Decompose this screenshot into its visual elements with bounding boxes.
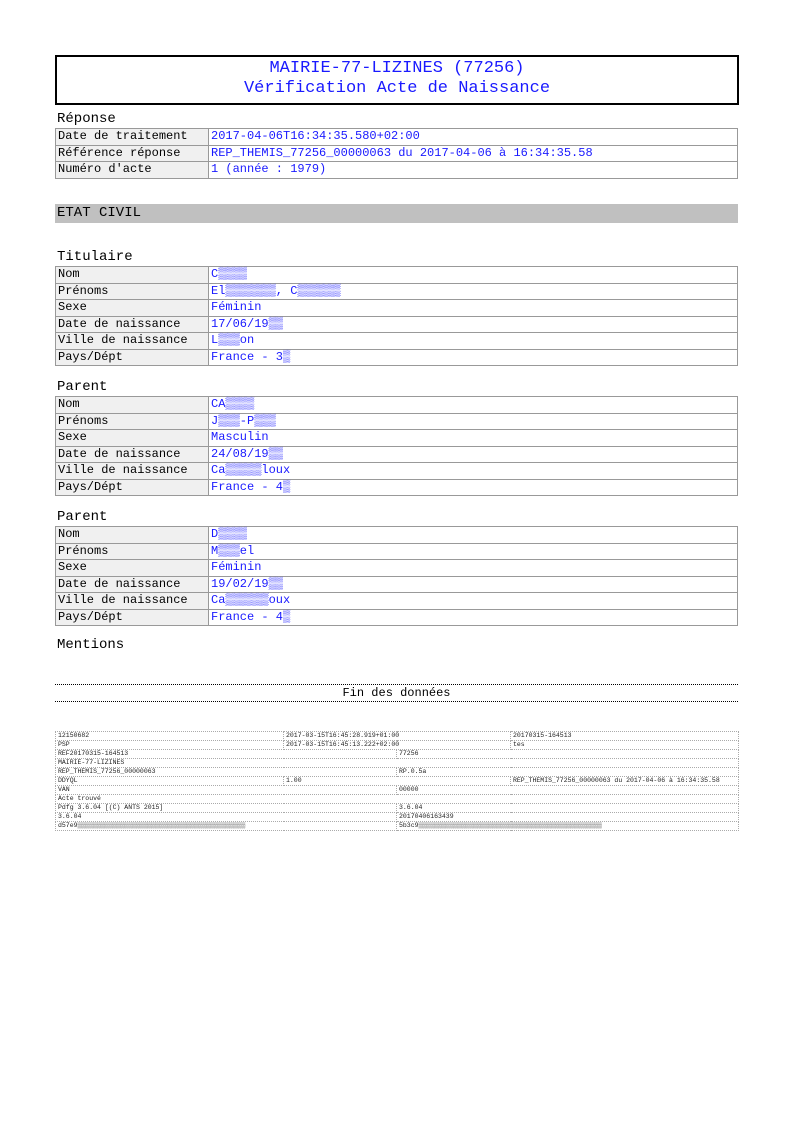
meta-row bbox=[56, 741, 739, 750]
meta-row bbox=[56, 777, 739, 786]
field-label: Date de naissance bbox=[56, 316, 209, 333]
meta-cell: 20170406163439 bbox=[397, 813, 739, 822]
meta-cell: 3.6.04 bbox=[397, 804, 739, 813]
field-label: Ville de naissance bbox=[56, 333, 209, 350]
field-label: Pays/Dépt bbox=[56, 349, 209, 366]
parent2-table bbox=[55, 526, 738, 626]
table-row bbox=[56, 609, 738, 626]
field-label: Sexe bbox=[56, 300, 209, 317]
field-value: CA▒▒▒▒ bbox=[209, 397, 738, 414]
section-titulaire-title: Titulaire bbox=[57, 249, 133, 265]
titulaire-table bbox=[55, 266, 738, 366]
meta-cell: tes bbox=[511, 741, 739, 750]
field-value: France - 4▒ bbox=[209, 609, 738, 626]
meta-row bbox=[56, 732, 739, 741]
table-row bbox=[56, 560, 738, 577]
field-label: Nom bbox=[56, 267, 209, 284]
meta-cell: d57e9▒▒▒▒▒▒▒▒▒▒▒▒▒▒▒▒▒▒▒▒▒▒▒▒▒▒▒▒▒▒▒▒▒▒▒▒▒▒▒▒▒▒▒ bbox=[56, 822, 397, 831]
field-label: Prénoms bbox=[56, 413, 209, 430]
end-of-data: Fin des données bbox=[55, 684, 738, 702]
meta-row bbox=[56, 822, 739, 831]
section-parent1-title: Parent bbox=[57, 379, 108, 395]
field-value: J▒▒▒-P▒▒▒ bbox=[209, 413, 738, 430]
field-label: Nom bbox=[56, 527, 209, 544]
table-row bbox=[56, 446, 738, 463]
meta-row bbox=[56, 750, 739, 759]
section-parent2-title: Parent bbox=[57, 509, 108, 525]
table-row bbox=[56, 576, 738, 593]
field-value: Masculin bbox=[209, 430, 738, 447]
field-value: Féminin bbox=[209, 300, 738, 317]
table-row bbox=[56, 593, 738, 610]
meta-cell: 2017-03-15T16:45:13.222+02:00 bbox=[284, 741, 511, 750]
meta-cell: 12150682 bbox=[56, 732, 284, 741]
field-label: Prénoms bbox=[56, 283, 209, 300]
field-value: 19/02/19▒▒ bbox=[209, 576, 738, 593]
field-value: El▒▒▒▒▒▒▒, C▒▒▒▒▒▒ bbox=[209, 283, 738, 300]
field-value: 17/06/19▒▒ bbox=[209, 316, 738, 333]
table-row bbox=[56, 162, 738, 179]
field-value: 1 (année : 1979) bbox=[209, 162, 738, 179]
meta-cell: VAN bbox=[56, 786, 397, 795]
field-value: L▒▒▒on bbox=[209, 333, 738, 350]
meta-cell: REP_THEMIS_77256_00000063 bbox=[56, 768, 397, 777]
field-value: Ca▒▒▒▒▒▒oux bbox=[209, 593, 738, 610]
table-row bbox=[56, 543, 738, 560]
meta-cell: 2017-03-15T16:45:28.919+01:00 bbox=[284, 732, 511, 741]
field-value: Ca▒▒▒▒▒loux bbox=[209, 463, 738, 480]
table-row bbox=[56, 527, 738, 544]
field-label: Nom bbox=[56, 397, 209, 414]
reponse-table bbox=[55, 128, 738, 179]
table-row bbox=[56, 129, 738, 146]
etat-civil-band: ETAT CIVIL bbox=[55, 204, 738, 223]
parent1-table bbox=[55, 396, 738, 496]
meta-row bbox=[56, 759, 739, 768]
field-label: Numéro d'acte bbox=[56, 162, 209, 179]
field-label: Ville de naissance bbox=[56, 463, 209, 480]
table-row bbox=[56, 397, 738, 414]
metadata-table bbox=[55, 731, 739, 831]
title-line-2: Vérification Acte de Naissance bbox=[243, 79, 551, 98]
meta-cell: REP_THEMIS_77256_00000063 du 2017-04-06 à 16:34:35.58 bbox=[511, 777, 739, 786]
field-label: Pays/Dépt bbox=[56, 479, 209, 496]
meta-row bbox=[56, 813, 739, 822]
field-value: 2017-04-06T16:34:35.580+02:00 bbox=[209, 129, 738, 146]
field-label: Sexe bbox=[56, 560, 209, 577]
table-row bbox=[56, 145, 738, 162]
field-value: M▒▒▒el bbox=[209, 543, 738, 560]
meta-cell: 00000 bbox=[397, 786, 739, 795]
meta-cell: MAIRIE-77-LIZINES bbox=[56, 759, 739, 768]
field-label: Date de naissance bbox=[56, 446, 209, 463]
meta-cell: Pdfg 3.6.04 [(C) ANTS 2015] bbox=[56, 804, 397, 813]
table-row bbox=[56, 413, 738, 430]
field-label: Référence réponse bbox=[56, 145, 209, 162]
table-row bbox=[56, 267, 738, 284]
table-row bbox=[56, 333, 738, 350]
title-line-1: MAIRIE-77-LIZINES (77256) bbox=[269, 59, 525, 78]
field-value: France - 3▒ bbox=[209, 349, 738, 366]
field-label: Date de naissance bbox=[56, 576, 209, 593]
field-value: 24/08/19▒▒ bbox=[209, 446, 738, 463]
table-row bbox=[56, 463, 738, 480]
field-value: REP_THEMIS_77256_00000063 du 2017-04-06 à 16:34:35.58 bbox=[209, 145, 738, 162]
section-mentions-title: Mentions bbox=[57, 637, 125, 653]
field-value: France - 4▒ bbox=[209, 479, 738, 496]
meta-cell: 20170315-164513 bbox=[511, 732, 739, 741]
document-title bbox=[55, 55, 739, 105]
field-value: Féminin bbox=[209, 560, 738, 577]
meta-cell: REF20170315-164513 bbox=[56, 750, 397, 759]
section-reponse-title: Réponse bbox=[57, 111, 116, 127]
meta-row bbox=[56, 804, 739, 813]
meta-row bbox=[56, 795, 739, 804]
table-row bbox=[56, 283, 738, 300]
meta-cell: 5b3c9▒▒▒▒▒▒▒▒▒▒▒▒▒▒▒▒▒▒▒▒▒▒▒▒▒▒▒▒▒▒▒▒▒▒▒▒▒▒▒▒▒▒▒▒▒▒▒ bbox=[397, 822, 739, 831]
table-row bbox=[56, 479, 738, 496]
meta-cell: PSP bbox=[56, 741, 284, 750]
field-value: C▒▒▒▒ bbox=[209, 267, 738, 284]
meta-cell: Acte trouvé bbox=[56, 795, 739, 804]
meta-cell: RP.0.5a bbox=[397, 768, 739, 777]
meta-cell: DDYQL bbox=[56, 777, 284, 786]
table-row bbox=[56, 349, 738, 366]
table-row bbox=[56, 300, 738, 317]
meta-cell: 1.00 bbox=[284, 777, 511, 786]
field-label: Ville de naissance bbox=[56, 593, 209, 610]
field-label: Pays/Dépt bbox=[56, 609, 209, 626]
meta-cell: 3.6.04 bbox=[56, 813, 397, 822]
field-label: Sexe bbox=[56, 430, 209, 447]
table-row bbox=[56, 430, 738, 447]
meta-row bbox=[56, 768, 739, 777]
field-label: Date de traitement bbox=[56, 129, 209, 146]
field-label: Prénoms bbox=[56, 543, 209, 560]
meta-cell: 77256 bbox=[397, 750, 739, 759]
field-value: D▒▒▒▒ bbox=[209, 527, 738, 544]
table-row bbox=[56, 316, 738, 333]
meta-row bbox=[56, 786, 739, 795]
